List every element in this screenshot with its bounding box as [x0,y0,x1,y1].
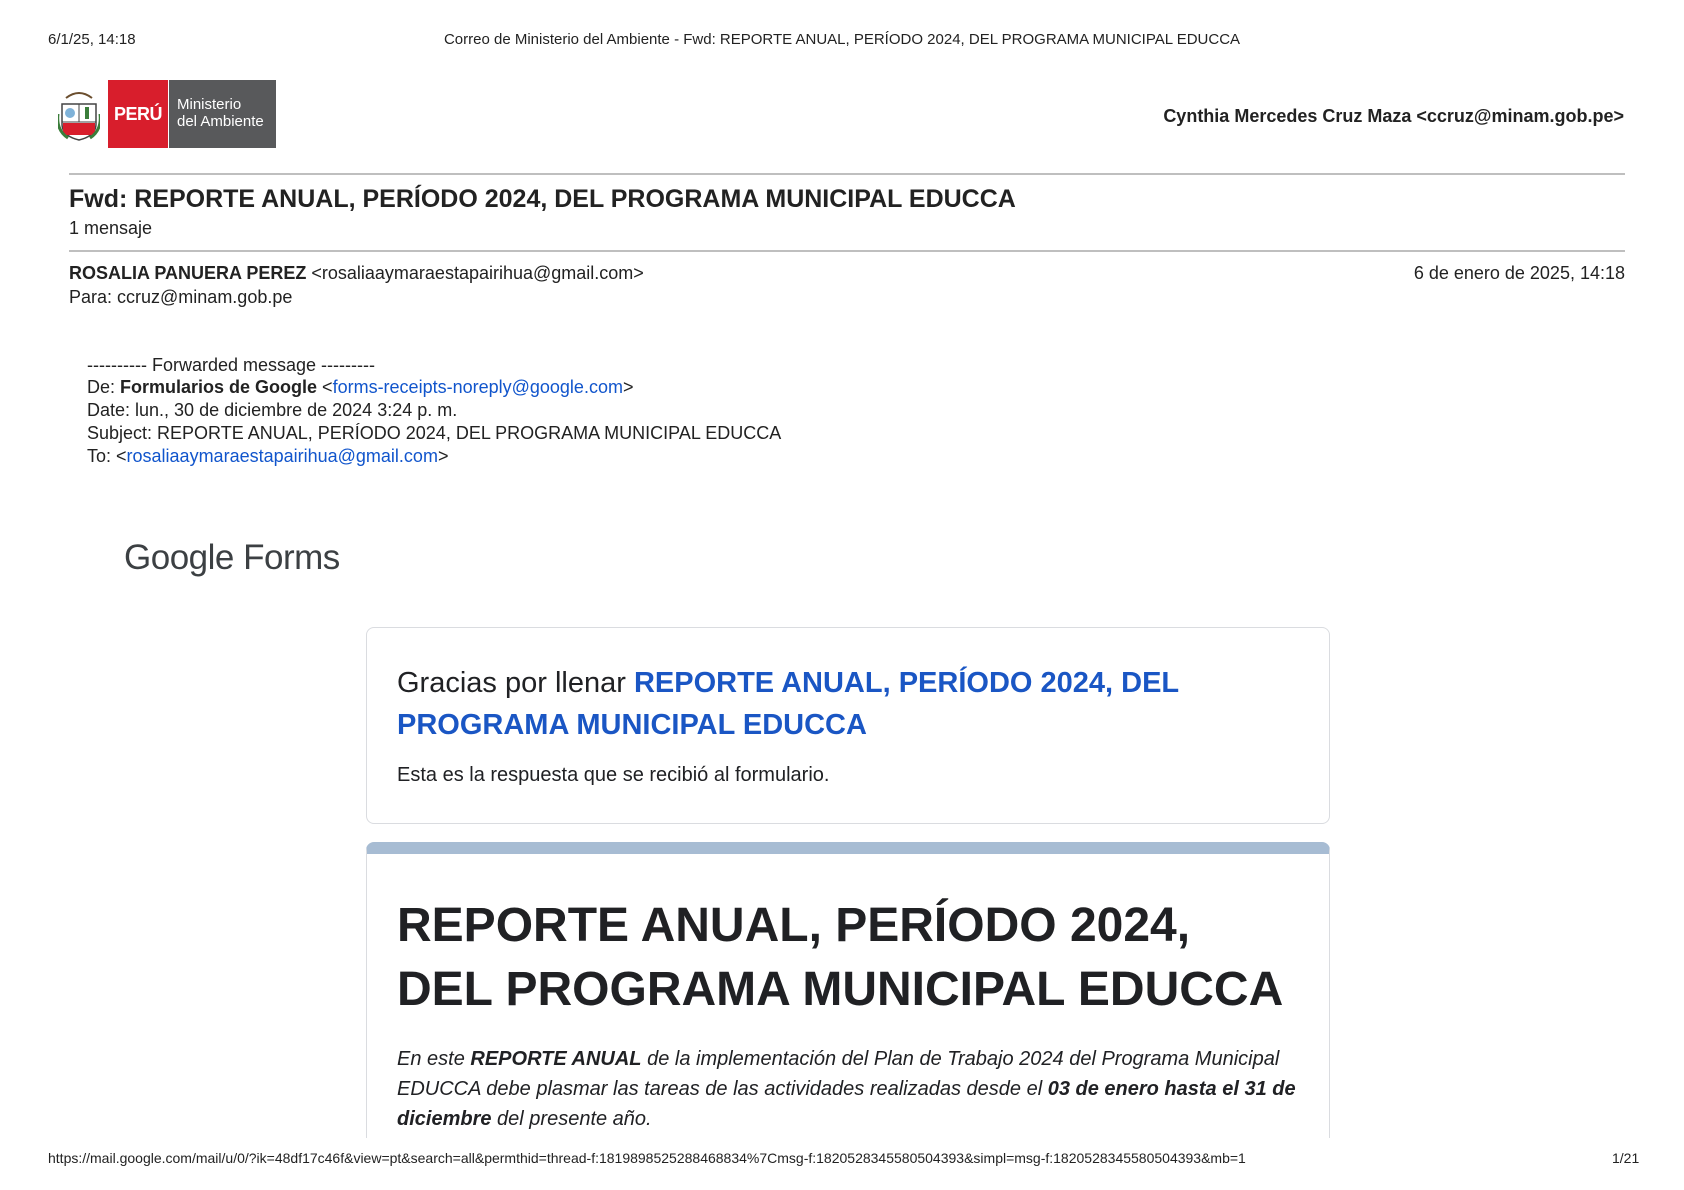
print-date: 6/1/25, 14:18 [48,31,136,48]
peru-label: PERÚ [108,80,168,148]
forward-to-label: To: [87,446,117,466]
desc-part: de la implementación del Plan de Trabajo 2024 del Programa Municipal EDUCCA debe plasmar las tareas de las actividades realizadas desde el [397,1048,1280,1100]
forward-date: Date: lun., 30 de diciembre de 2024 3:24 p. m. [87,400,458,420]
account-name: Cynthia Mercedes Cruz Maza <ccruz@minam.gob.pe> [1163,106,1624,126]
page-number: 1/21 [1612,1150,1640,1166]
message-count: 1 mensaje [69,218,153,238]
forward-from-label: De: [87,377,121,397]
desc-part: del presente año. [491,1108,652,1130]
desc-bold-dates: 03 de enero hasta el 31 de diciembre [397,1078,1296,1130]
thanks-card [366,627,1330,824]
ministry-logo [58,80,276,148]
google-wordmark: Google [124,538,234,577]
form-name-link[interactable]: REPORTE ANUAL, PERÍODO 2024, DEL PROGRAMA MUNICIPAL EDUCCA [397,667,1179,741]
divider [69,173,1625,175]
desc-part: En este [397,1048,471,1070]
forward-from-name: Formularios de Google [120,377,318,397]
thanks-heading [397,662,1297,746]
print-url: https://mail.google.com/mail/u/0/?ik=48df17c46f&view=pt&search=all&permthid=thread-f:1819898525288468834%7Cmsg-f:1820528345580504393&simpl=msg-f:1820528345580504393&mb=1 [48,1150,1246,1166]
forward-from: De: Formularios de Google <forms-receipts-noreply@google.com> [87,377,634,397]
google-forms-logo [124,538,340,578]
forms-wordmark: Forms [233,538,340,577]
forward-to: To: <rosaliaaymaraestapairihua@gmail.com> [87,446,449,466]
form-description [397,1044,1297,1134]
sender [69,263,644,284]
forward-separator: ---------- Forwarded message --------- [87,355,375,375]
thread-subject: Fwd: REPORTE ANUAL, PERÍODO 2024, DEL PROGRAMA MUNICIPAL EDUCCA [69,185,1016,213]
print-title: Correo de Ministerio del Ambiente - Fwd: REPORTE ANUAL, PERÍODO 2024, DEL PROGRAMA MUNICIPAL EDUCCA [443,31,1241,48]
recipient: Para: ccruz@minam.gob.pe [69,287,293,307]
received-note: Esta es la respuesta que se recibió al formulario. [397,764,830,786]
ministry-label [169,80,276,148]
peru-crest-icon [58,84,100,142]
desc-bold: REPORTE ANUAL [470,1048,642,1070]
divider [69,250,1625,252]
forward-subject: Subject: REPORTE ANUAL, PERÍODO 2024, DEL PROGRAMA MUNICIPAL EDUCCA [87,423,782,443]
forward-from-email-link[interactable]: forms-receipts-noreply@google.com [332,377,623,397]
sender-email: <rosaliaaymaraestapairihua@gmail.com> [311,263,644,283]
message-date: 6 de enero de 2025, 14:18 [1413,263,1625,283]
forward-to-email-link[interactable]: rosaliaaymaraestapairihua@gmail.com [126,446,438,466]
ministry-line-1: Ministerio [177,96,242,113]
ministry-line-2: del Ambiente [177,113,264,130]
sender-name: ROSALIA PANUERA PEREZ [69,263,307,283]
form-title: REPORTE ANUAL, PERÍODO 2024, DEL PROGRAMA MUNICIPAL EDUCCA [397,899,1284,1016]
thanks-prefix: Gracias por llenar [397,667,634,699]
